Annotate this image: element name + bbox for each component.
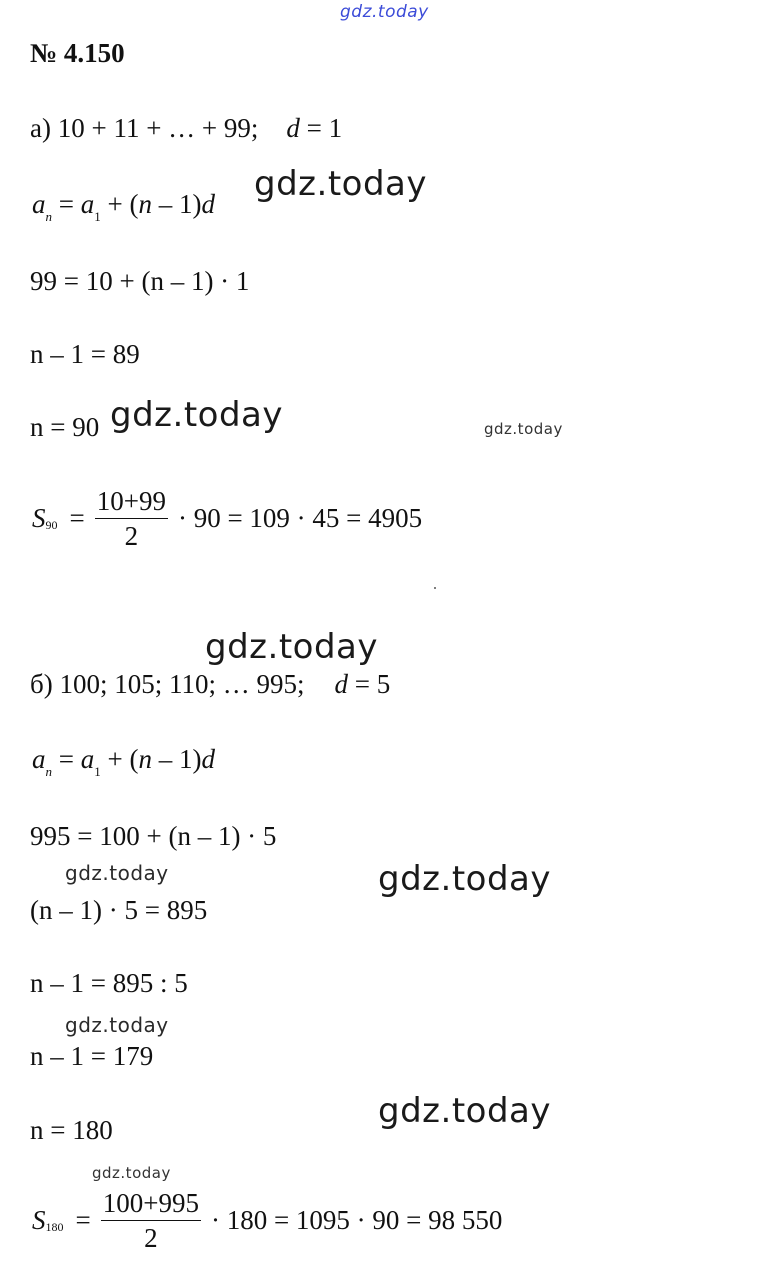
formula-part: – 1) xyxy=(151,189,202,219)
formula-part: + ( xyxy=(100,744,139,774)
formula-n: n xyxy=(138,744,152,774)
sum-s: S xyxy=(32,1205,46,1235)
watermark: gdz.today xyxy=(65,1013,169,1037)
sum-s: S xyxy=(32,503,46,533)
sum-equals: = xyxy=(75,1205,91,1235)
formula-d: d xyxy=(201,189,215,219)
formula-a: a xyxy=(32,189,46,219)
watermark: gdz.today xyxy=(378,859,551,899)
part-b-step-3: n – 1 = 895 : 5 xyxy=(30,968,188,998)
part-b-intro xyxy=(30,668,390,700)
speck xyxy=(434,587,436,589)
part-a-step-3: n = 90 xyxy=(30,412,100,442)
part-b-step-4: n – 1 = 179 xyxy=(30,1041,154,1071)
watermark: gdz.today xyxy=(254,164,427,204)
part-a-step-2: n – 1 = 89 xyxy=(30,339,140,369)
fraction-numerator: 100+995 xyxy=(101,1188,201,1221)
formula-part: + ( xyxy=(100,189,139,219)
sum-fraction xyxy=(101,1188,201,1253)
part-b-step-1: 995 = 100 + (n – 1) · 5 xyxy=(30,821,277,851)
part-a-sum-formula xyxy=(32,486,422,551)
formula-part: – 1) xyxy=(151,744,202,774)
fraction-numerator: 10+99 xyxy=(95,486,168,519)
fraction-denominator: 2 xyxy=(124,521,139,551)
part-b-step-5: n = 180 xyxy=(30,1115,113,1145)
part-a-d-symbol: d xyxy=(286,113,300,143)
part-a-intro-text: а) 10 + 11 + … + 99; xyxy=(30,113,259,143)
sum-result: · 90 = 109 · 45 = 4905 xyxy=(177,503,423,533)
formula-n: n xyxy=(138,189,152,219)
formula-a1: a xyxy=(80,744,95,774)
part-a-step-1: 99 = 10 + (n – 1) · 1 xyxy=(30,266,250,296)
sum-fraction xyxy=(95,486,168,551)
problem-title: № 4.150 xyxy=(30,38,125,68)
formula-n-subscript: n xyxy=(45,764,52,779)
formula-1-subscript: 1 xyxy=(94,209,101,224)
watermark: gdz.today xyxy=(65,861,169,885)
sum-result: · 180 = 1095 · 90 = 98 550 xyxy=(210,1205,503,1235)
part-b-general-formula xyxy=(32,743,215,780)
part-a-d-value: = 1 xyxy=(299,113,343,143)
part-a-general-formula xyxy=(32,188,215,225)
sum-subscript: 180 xyxy=(45,1220,64,1234)
watermark: gdz.today xyxy=(378,1091,551,1131)
sum-subscript: 90 xyxy=(45,518,58,532)
formula-equals: = xyxy=(52,744,81,774)
part-b-d-value: = 5 xyxy=(347,669,391,699)
formula-n-subscript: n xyxy=(45,209,52,224)
formula-equals: = xyxy=(52,189,81,219)
site-watermark: gdz.today xyxy=(340,2,429,22)
formula-d: d xyxy=(201,744,215,774)
part-b-d-symbol: d xyxy=(334,669,348,699)
part-b-intro-text: б) 100; 105; 110; … 995; xyxy=(30,669,305,699)
part-b-step-2: (n – 1) · 5 = 895 xyxy=(30,895,208,925)
watermark: gdz.today xyxy=(110,395,283,435)
formula-1-subscript: 1 xyxy=(94,764,101,779)
watermark: gdz.today xyxy=(484,420,563,438)
part-a-intro xyxy=(30,112,342,144)
part-b-sum-formula xyxy=(32,1188,502,1253)
sum-equals: = xyxy=(69,503,85,533)
fraction-denominator: 2 xyxy=(144,1223,158,1253)
formula-a1: a xyxy=(80,189,95,219)
watermark: gdz.today xyxy=(205,627,378,667)
watermark: gdz.today xyxy=(92,1164,171,1182)
formula-a: a xyxy=(32,744,46,774)
